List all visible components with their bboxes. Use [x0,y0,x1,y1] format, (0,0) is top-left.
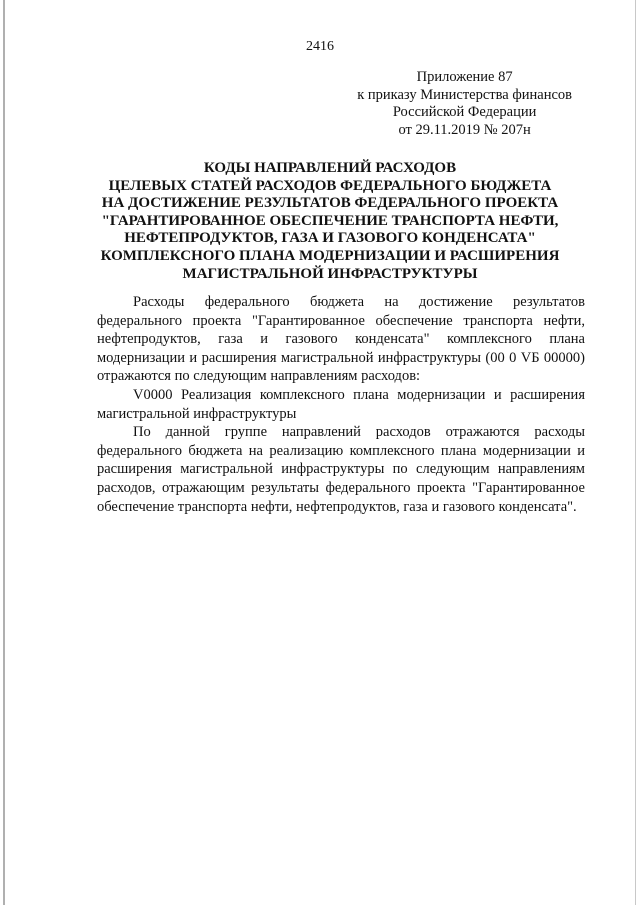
title-line: "ГАРАНТИРОВАННОЕ ОБЕСПЕЧЕНИЕ ТРАНСПОРТА НЕФТИ, [101,212,559,229]
paragraph-intro: Расходы федерального бюджета на достижение результатов федерального проекта "Гарантированное обеспечение транспорта нефти, нефтепродуктов, газа и газового конденсата" комплексного плана модернизации и расширения магистральной инфраструктуры (00 0 VБ 00000) отражаются по следующим направлениям расходов: [97,294,585,385]
appendix-line: Приложение 87 [416,69,513,85]
document-title [80,160,580,283]
appendix-line: к приказу Министерства финансов [357,86,572,103]
title-line: КОМПЛЕКСНОГО ПЛАНА МОДЕРНИЗАЦИИ И РАСШИРЕНИЯ [100,247,560,264]
paragraph-code-v0000: V0000 Реализация комплексного плана модернизации и расширения магистральной инфраструктуры [97,386,585,422]
title-line: МАГИСТРАЛЬНОЙ ИНФРАСТРУКТУРЫ [182,265,478,282]
document-body [97,293,585,516]
appendix-line: Российской Федерации [392,104,537,120]
title-line: НЕФТЕПРОДУКТОВ, ГАЗА И ГАЗОВОГО КОНДЕНСАТА" [124,230,536,247]
title-line: КОДЫ НАПРАВЛЕНИЙ РАСХОДОВ [203,160,457,176]
appendix-line: от 29.11.2019 № 207н [398,121,531,138]
appendix-header [357,69,572,139]
paragraph-description: По данной группе направлений расходов отражаются расходы федерального бюджета на реализацию комплексного плана модернизации и расширения магистральной инфраструктуры по следующим направлениям расходов, отражающим результаты федерального проекта "Гарантированное обеспечение транспорта нефти, нефтепродуктов, газа и газового конденсата". [97,424,585,515]
page-number: 2416 [306,39,334,54]
scan-edge-right [635,0,636,905]
title-line: НА ДОСТИЖЕНИЕ РЕЗУЛЬТАТОВ ФЕДЕРАЛЬНОГО ПРОЕКТА [101,195,559,212]
scan-edge-left [3,0,5,905]
title-line: ЦЕЛЕВЫХ СТАТЕЙ РАСХОДОВ ФЕДЕРАЛЬНОГО БЮДЖЕТА [108,177,552,194]
